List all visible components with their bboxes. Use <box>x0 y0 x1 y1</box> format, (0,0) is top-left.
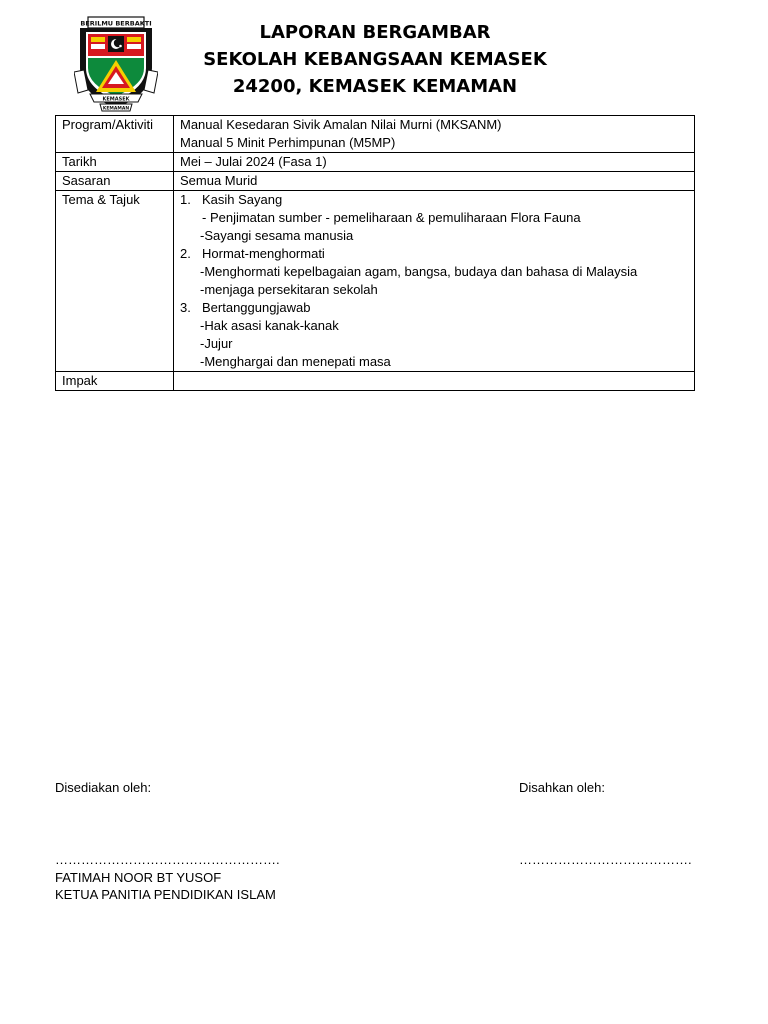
impak-value <box>174 372 695 391</box>
program-value-line-1: Manual Kesedaran Sivik Amalan Nilai Murni (MKSANM) <box>180 117 502 132</box>
tema-label: Tema & Tajuk <box>56 191 174 372</box>
theme-subitem: -Jujur <box>200 336 233 351</box>
theme-title: Hormat-menghormati <box>202 246 325 261</box>
sasaran-label: Sasaran <box>56 172 174 191</box>
theme-title: Bertanggungjawab <box>202 300 311 315</box>
preparer-name: FATIMAH NOOR BT YUSOF <box>55 870 222 885</box>
row-sasaran <box>56 172 695 191</box>
theme-subitem: -menjaga persekitaran sekolah <box>200 282 378 297</box>
theme-number: 1. <box>180 192 191 207</box>
tarikh-label: Tarikh <box>56 153 174 172</box>
report-table <box>55 115 695 391</box>
theme-subitem: -Hak asasi kanak-kanak <box>200 318 339 333</box>
impak-label: Impak <box>56 372 174 391</box>
tema-value <box>174 191 695 372</box>
preparer-position: KETUA PANITIA PENDIDIKAN ISLAM <box>55 887 276 902</box>
title-line-2: SEKOLAH KEBANGSAAN KEMASEK <box>203 49 547 70</box>
theme-number: 2. <box>180 246 191 261</box>
prepared-by-label: Disediakan oleh: <box>55 780 152 795</box>
tarikh-value: Mei – Julai 2024 (Fasa 1) <box>174 153 695 172</box>
row-program <box>56 116 695 153</box>
row-tema <box>56 191 695 372</box>
theme-title: Kasih Sayang <box>202 192 283 207</box>
theme-number: 3. <box>180 300 191 315</box>
sasaran-value: Semua Murid <box>174 172 695 191</box>
logo-motto: BERILMU BERBAKTI <box>80 19 152 28</box>
logo-place-name: KEMAMAN <box>102 106 130 112</box>
row-tarikh <box>56 153 695 172</box>
theme-subitem: -Menghormati kepelbagaian agam, bangsa, budaya dan bahasa di Malaysia <box>200 264 638 279</box>
program-value <box>174 116 695 153</box>
report-title <box>175 19 575 100</box>
school-crest-icon <box>74 16 158 112</box>
title-line-1: LAPORAN BERGAMBAR <box>259 22 491 43</box>
approved-by-label: Disahkan oleh: <box>519 780 605 795</box>
theme-item <box>180 245 688 263</box>
approved-signature-line: …………………………………. <box>519 852 692 867</box>
theme-item <box>180 191 688 209</box>
theme-subitem: -Menghargai dan menepati masa <box>200 354 391 369</box>
prepared-signature-line: ……………………………………………. <box>55 852 280 867</box>
title-line-3: 24200, KEMASEK KEMAMAN <box>232 76 518 97</box>
theme-item <box>180 299 688 317</box>
row-impak <box>56 372 695 391</box>
theme-subitem: -Sayangi sesama manusia <box>200 228 354 243</box>
program-value-line-2: Manual 5 Minit Perhimpunan (M5MP) <box>180 135 396 150</box>
theme-subitem: - Penjimatan sumber - pemeliharaan & pemuliharaan Flora Fauna <box>202 210 581 225</box>
logo-school-name: KEMASEK <box>102 96 130 103</box>
program-label: Program/Aktiviti <box>56 116 174 153</box>
